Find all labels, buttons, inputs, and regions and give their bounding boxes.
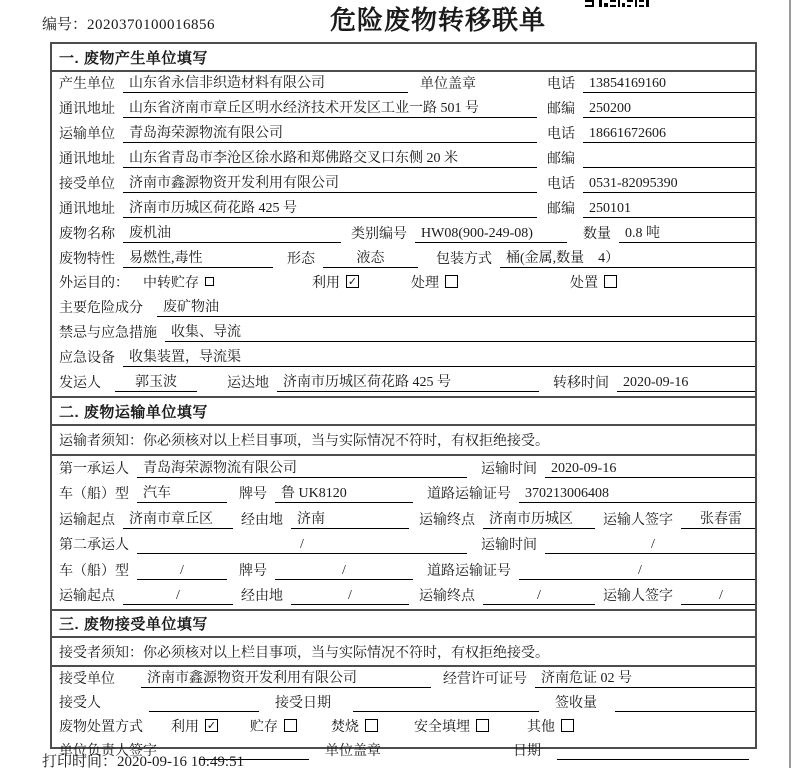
route1-via-field: 济南 [291, 508, 409, 529]
row-route1 [52, 507, 755, 533]
row-receive-unit-s3 [52, 667, 755, 692]
transport-zip-field [583, 167, 755, 168]
serial-number-line [42, 13, 215, 34]
row-hazard-components [52, 296, 755, 321]
row-transport-address [52, 147, 755, 172]
route1-end-label: 运输终点 [419, 512, 475, 528]
receive-address-field: 济南市历城区荷花路 425 号 [123, 197, 537, 218]
date-field [557, 759, 749, 760]
receive-unit-s3-field: 济南市鑫源物资开发利用有限公司 [141, 667, 431, 688]
second-carrier-label: 第二承运人 [59, 538, 129, 553]
receive-unit-field: 济南市鑫源物资开发利用有限公司 [123, 172, 537, 193]
purpose-option-utilize [312, 272, 359, 292]
transport-time2-label: 运输时间 [481, 538, 537, 553]
hazard-components-field: 废矿物油 [157, 296, 755, 317]
category-code-label: 类别编号 [351, 227, 407, 242]
transfer-time-field: 2020-09-16 [617, 375, 755, 392]
transport-zip-label: 邮编 [547, 152, 575, 167]
row-emergency-equipment [52, 346, 755, 371]
producer-address-label: 通讯地址 [59, 102, 115, 117]
plate1-label: 牌号 [239, 487, 267, 502]
acceptor-field [149, 711, 259, 712]
row-vehicle2 [52, 558, 755, 584]
disposal-option-utilize [171, 716, 218, 736]
serial-label: 编号： [42, 17, 88, 33]
route1-sign-label: 运输人签字 [603, 512, 673, 528]
receive-address-label: 通讯地址 [59, 202, 115, 217]
producer-phone-field: 13854169160 [583, 76, 755, 93]
acceptor-label: 接受人 [59, 696, 101, 711]
unit-seal-label: 单位盖章 [420, 77, 476, 92]
disposal-option-landfill [414, 716, 489, 736]
disposal-incinerate-label: 焚烧 [331, 720, 359, 735]
serial-value: 2020370100016856 [87, 17, 216, 33]
plate1-field: 鲁 UK8120 [275, 482, 413, 503]
transport-unit-label: 运输单位 [59, 127, 115, 142]
responsible-signature-label: 单位负责人签字 [59, 744, 157, 759]
transport-address-label: 通讯地址 [59, 152, 115, 167]
purpose-option-dispose [570, 272, 617, 292]
purpose-treat-label: 处理 [411, 276, 439, 291]
row-acceptor [52, 692, 755, 716]
quantity-label: 数量 [583, 227, 611, 242]
row-route2 [52, 584, 755, 610]
disposal-other-label: 其他 [527, 720, 555, 735]
purpose-storage-checkbox[interactable] [205, 277, 214, 286]
emergency-equipment-field: 收集装置，导流渠 [123, 346, 755, 367]
page-title: 危险废物转移联单 [330, 6, 547, 35]
plate2-label: 牌号 [239, 563, 267, 579]
purpose-option-storage [143, 272, 214, 292]
road-license2-label: 道路运输证号 [427, 563, 511, 579]
disposal-other-checkbox[interactable] [561, 719, 574, 732]
row-waste-name [52, 222, 755, 247]
disposal-store-checkbox[interactable] [284, 719, 297, 732]
route1-end-field: 济南市历城区 [483, 508, 595, 529]
form-field: 液态 [323, 247, 418, 268]
route2-via-field: / [291, 588, 409, 605]
transfer-manifest-form [50, 42, 757, 759]
window-right-edge [789, 0, 791, 768]
print-time-label: 打印时间： [42, 754, 118, 768]
first-carrier-label: 第一承运人 [59, 461, 129, 477]
shipper-field: 郭玉波 [115, 371, 197, 392]
purpose-treat-checkbox[interactable] [445, 275, 458, 288]
route1-via-label: 经由地 [241, 512, 283, 528]
route1-start-field: 济南市章丘区 [123, 508, 233, 529]
vehicle-type1-label: 车（船）型 [59, 487, 129, 502]
row-receive-unit [52, 172, 755, 197]
destination-field: 济南市历城区荷花路 425 号 [277, 371, 539, 392]
disposal-landfill-label: 安全填埋 [414, 720, 470, 735]
waste-traits-field: 易燃性,毒性 [123, 247, 273, 268]
row-waste-traits [52, 247, 755, 272]
vehicle-type2-label: 车（船）型 [59, 563, 129, 579]
qr-code-fragment [585, 0, 649, 10]
receive-unit-label: 接受单位 [59, 177, 115, 192]
print-time-line [42, 750, 244, 768]
disposal-utilize-label: 利用 [171, 720, 199, 735]
plate2-field: / [275, 563, 413, 580]
accept-date-label: 接受日期 [275, 696, 331, 711]
producer-phone-label: 电话 [547, 77, 575, 92]
date-label: 日期 [513, 744, 541, 759]
operating-license-field: 济南危证 02 号 [535, 667, 755, 688]
purpose-storage-label: 中转贮存 [143, 276, 199, 291]
section3-heading: 三. 废物接受单位填写 [52, 611, 755, 638]
route1-start-label: 运输起点 [59, 512, 115, 528]
disposal-utilize-checkbox[interactable]: ✓ [206, 719, 217, 732]
purpose-utilize-label: 利用 [312, 276, 340, 291]
vehicle-type1-field: 汽车 [137, 482, 227, 503]
road-license1-field: 370213006408 [519, 486, 755, 503]
row-receive-address [52, 197, 755, 222]
operating-license-label: 经营许可证号 [443, 672, 527, 687]
route2-via-label: 经由地 [241, 589, 283, 604]
shipper-label: 发运人 [59, 376, 101, 391]
section-producer [52, 44, 755, 396]
row-disposal-method [52, 716, 755, 740]
signed-quantity-field [615, 711, 755, 712]
route2-start-field: / [123, 588, 233, 605]
signed-quantity-label: 签收量 [555, 696, 597, 711]
transport-time2-field: / [545, 537, 755, 554]
route1-sign-field: 张春雷 [681, 508, 755, 529]
row-shipper [52, 371, 755, 396]
receive-zip-field: 250101 [583, 201, 755, 218]
row-producer-address [52, 97, 755, 122]
route2-sign-field: / [681, 588, 755, 605]
row-producer-unit [52, 72, 755, 97]
transfer-purpose-label: 外运目的： [59, 276, 129, 291]
destination-label: 运达地 [227, 376, 269, 391]
producer-address-field: 山东省济南市章丘区明水经济技术开发区工业一路 501 号 [123, 97, 537, 118]
transport-phone-field: 18661672606 [583, 126, 755, 143]
accept-date-field [353, 711, 539, 712]
packaging-label: 包装方式 [436, 252, 492, 267]
row-emergency-measures [52, 321, 755, 346]
disposal-store-label: 贮存 [250, 720, 278, 735]
print-time-value: 2020-09-16 10:49:51 [117, 754, 245, 768]
row-vehicle1 [52, 482, 755, 508]
purpose-dispose-checkbox[interactable] [604, 275, 617, 288]
route2-end-field: / [483, 588, 595, 605]
disposal-option-incinerate [331, 716, 378, 736]
disposal-option-store [250, 716, 297, 736]
route2-end-label: 运输终点 [419, 589, 475, 604]
second-carrier-field: / [137, 537, 467, 554]
row-transfer-purpose [52, 272, 755, 296]
road-license1-label: 道路运输证号 [427, 487, 511, 502]
emergency-equipment-label: 应急设备 [59, 351, 115, 366]
hazard-components-label: 主要危险成分 [59, 301, 143, 316]
receive-phone-field: 0531-82095390 [583, 176, 755, 193]
disposal-method-label: 废物处置方式 [59, 720, 143, 735]
producer-zip-field: 250200 [583, 101, 755, 118]
unit-seal-s3-label: 单位盖章 [325, 744, 381, 759]
receive-unit-s3-label: 接受单位 [59, 672, 115, 687]
waste-name-label: 废物名称 [59, 227, 115, 242]
transport-unit-field: 青岛海荣源物流有限公司 [123, 122, 537, 143]
waste-name-field: 废机油 [123, 222, 341, 243]
section-receiver [52, 609, 755, 764]
section-transporter [52, 396, 755, 609]
category-code-field: HW08(900-249-08) [415, 226, 567, 243]
transport-phone-label: 电话 [547, 127, 575, 142]
emergency-measures-label: 禁忌与应急措施 [59, 326, 157, 341]
first-carrier-field: 青岛海荣源物流有限公司 [137, 457, 467, 478]
purpose-dispose-label: 处置 [570, 276, 598, 291]
transport-address-field: 山东省青岛市李沧区徐水路和郑佛路交叉口东侧 20 米 [123, 147, 537, 168]
row-second-carrier [52, 533, 755, 559]
producer-unit-label: 产生单位 [59, 77, 115, 92]
purpose-utilize-checkbox[interactable]: ✓ [347, 275, 358, 288]
route2-sign-label: 运输人签字 [603, 589, 673, 604]
vehicle-type2-field: / [137, 563, 227, 580]
receive-zip-label: 邮编 [547, 202, 575, 217]
waste-traits-label: 废物特性 [59, 252, 115, 267]
emergency-measures-field: 收集、导流 [165, 321, 755, 342]
transport-time1-field: 2020-09-16 [545, 461, 755, 478]
route2-start-label: 运输起点 [59, 589, 115, 604]
transfer-time-label: 转移时间 [553, 376, 609, 391]
row-transport-unit [52, 122, 755, 147]
packaging-field: 桶(金属,数量 4） [500, 247, 755, 268]
receive-phone-label: 电话 [547, 177, 575, 192]
transporter-notice: 运输者须知：你必须核对以上栏目事项，当与实际情况不符时，有权拒绝接受。 [52, 426, 755, 456]
disposal-landfill-checkbox[interactable] [476, 719, 489, 732]
producer-unit-field: 山东省永信非织造材料有限公司 [123, 72, 408, 93]
road-license2-field: / [519, 563, 755, 580]
receiver-notice: 接受者须知：你必须核对以上栏目事项，当与实际情况不符时，有权拒绝接受。 [52, 638, 755, 667]
disposal-option-other [527, 716, 574, 736]
quantity-field: 0.8 吨 [619, 222, 755, 243]
section2-heading: 二. 废物运输单位填写 [52, 398, 755, 426]
disposal-incinerate-checkbox[interactable] [365, 719, 378, 732]
row-first-carrier [52, 456, 755, 482]
section1-heading: 一. 废物产生单位填写 [52, 44, 755, 72]
producer-zip-label: 邮编 [547, 102, 575, 117]
transport-time1-label: 运输时间 [481, 461, 537, 477]
form-label: 形态 [287, 252, 315, 267]
purpose-option-treat [411, 272, 458, 292]
